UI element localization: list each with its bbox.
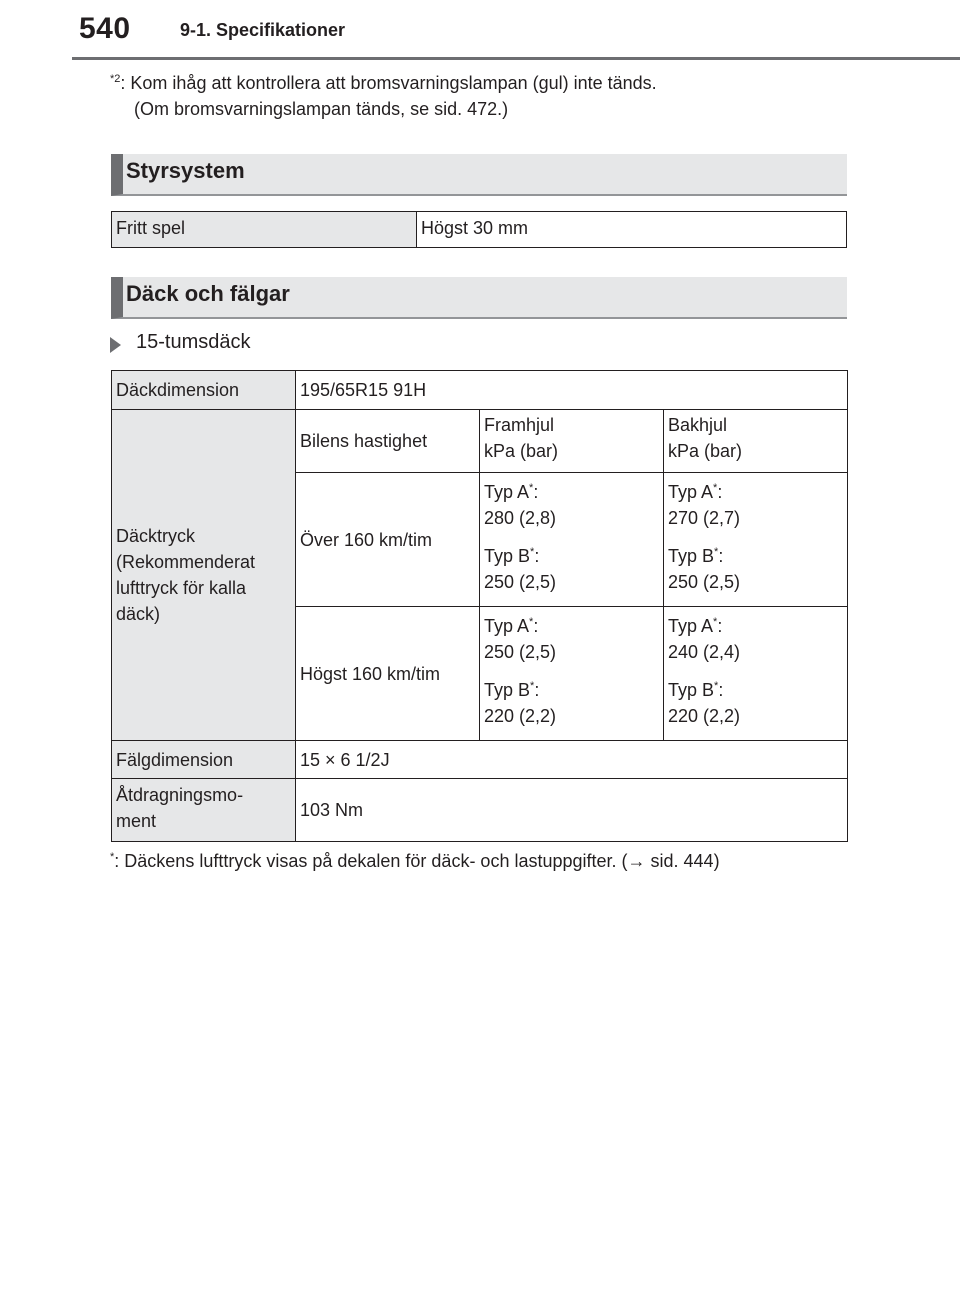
rim-dimension-label: Fälgdimension — [112, 741, 296, 779]
type-a-label: Typ A*: — [484, 482, 539, 502]
front-header — [480, 410, 664, 473]
front-header-line: Framhjul — [484, 415, 555, 435]
rear-pressure-max-160 — [664, 607, 848, 741]
type-b-value: 250 (2,5) — [484, 572, 557, 592]
pressure-label-line: lufttryck för kalla — [116, 578, 247, 598]
note2-line2: (Om bromsvarningslampan tänds, se sid. 472.) — [134, 99, 509, 119]
pressure-label-line: däck) — [116, 604, 161, 624]
header-rule — [72, 57, 960, 60]
free-play-label: Fritt spel — [112, 212, 417, 248]
note2-marker: *2 — [110, 73, 121, 85]
torque-label — [112, 779, 296, 842]
speed-over-160: Över 160 km/tim — [296, 473, 480, 607]
type-a-value: 240 (2,4) — [668, 642, 741, 662]
section-title-steering: Styrsystem — [126, 158, 245, 183]
note2-text-1: : Kom ihåg att kontrollera att bromsvarningslampan (gul) inte tänds. — [120, 73, 657, 93]
steering-table — [111, 211, 847, 248]
pressure-label-line: (Rekommenderat — [116, 552, 256, 572]
type-b-label: Typ B*: — [484, 546, 540, 566]
front-header-line: kPa (bar) — [484, 441, 559, 461]
type-a-value: 280 (2,8) — [484, 508, 557, 528]
table-row — [112, 779, 848, 842]
tire-pressure-label — [112, 410, 296, 741]
rear-header-line: Bakhjul — [668, 415, 728, 435]
type-a-label: Typ A*: — [484, 616, 539, 636]
speed-header: Bilens hastighet — [296, 410, 480, 473]
type-b-value: 250 (2,5) — [668, 572, 741, 592]
table-row — [112, 212, 847, 248]
pressure-label-line: Däcktryck — [116, 526, 196, 546]
footnote-marker: * — [110, 851, 115, 863]
note2-line1 — [110, 70, 657, 96]
tire-table — [111, 370, 848, 842]
free-play-value: Högst 30 mm — [417, 212, 847, 248]
rear-header — [664, 410, 848, 473]
type-a-label: Typ A*: — [668, 616, 723, 636]
front-pressure-max-160 — [480, 607, 664, 741]
section-header-tires — [111, 277, 847, 319]
torque-label-line: ment — [116, 811, 157, 831]
type-a-value: 270 (2,7) — [668, 508, 741, 528]
rear-pressure-over-160 — [664, 473, 848, 607]
type-b-label: Typ B*: — [668, 546, 724, 566]
type-b-label: Typ B*: — [484, 680, 540, 700]
type-a-label: Typ A*: — [668, 482, 723, 502]
section-title-tires: Däck och fälgar — [126, 281, 290, 306]
torque-label-line: Åtdragningsmo- — [116, 785, 244, 805]
speed-max-160: Högst 160 km/tim — [296, 607, 480, 741]
subsection-15-inch: 15-tumsdäck — [136, 331, 251, 353]
type-b-value: 220 (2,2) — [484, 706, 557, 726]
tire-dimension-value: 195/65R15 91H — [296, 371, 848, 410]
tire-pressure-footnote — [110, 851, 720, 872]
type-b-label: Typ B*: — [668, 680, 724, 700]
footnote-text: : Däckens lufttryck visas på dekalen för däck- och lastuppgifter. (→ sid. 444) — [114, 851, 720, 871]
table-row — [112, 371, 848, 410]
table-row — [112, 410, 848, 473]
section-header-steering — [111, 154, 847, 196]
tire-dimension-label: Däckdimension — [112, 371, 296, 410]
page-number: 540 — [79, 12, 131, 45]
torque-value: 103 Nm — [296, 779, 848, 842]
front-pressure-over-160 — [480, 473, 664, 607]
type-b-value: 220 (2,2) — [668, 706, 741, 726]
section-title: 9-1. Specifikationer — [180, 20, 346, 40]
rear-header-line: kPa (bar) — [668, 441, 743, 461]
bullet-arrow-icon — [110, 337, 121, 353]
type-a-value: 250 (2,5) — [484, 642, 557, 662]
rim-dimension-value: 15 × 6 1/2J — [296, 741, 848, 779]
table-row — [112, 741, 848, 779]
